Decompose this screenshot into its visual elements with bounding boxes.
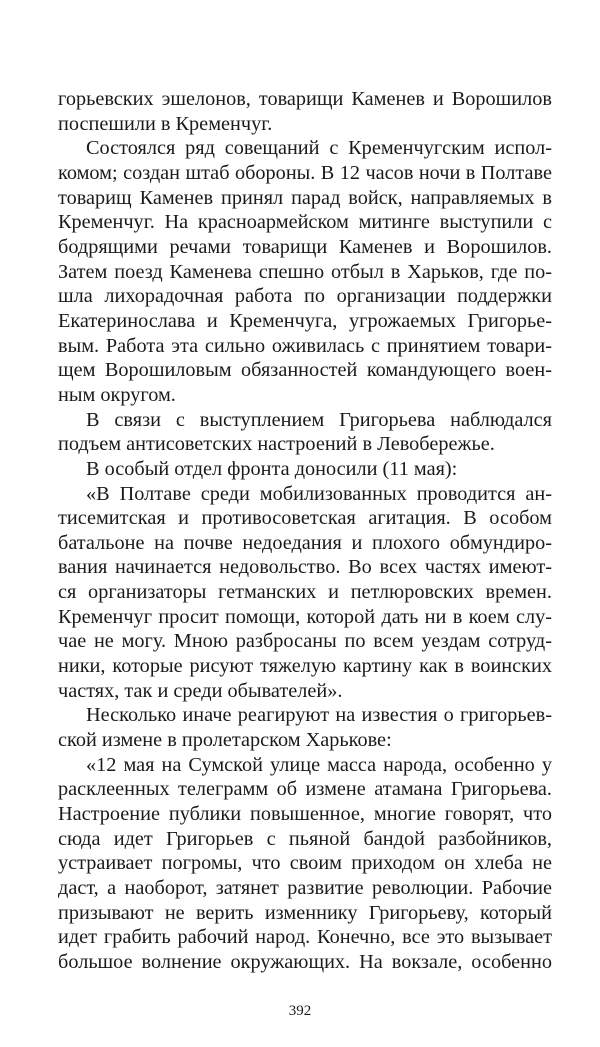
text-line: Состоялся ряд совещаний с Кременчугским испол- [86,137,552,160]
text-line: Настроение публики повышенное, многие говорят, что [58,803,552,826]
text-line: «В Полтаве среди мобилизованных проводится ан- [86,482,552,505]
text-line: призывают не верить изменнику Григорьеву, который [58,901,552,924]
text-line: Затем поезд Каменева спешно отбыл в Харьков, где по- [58,260,552,283]
paragraph [58,408,552,457]
text-line: расклеенных телеграмм об измене атамана Григорьева. [58,778,552,801]
text-line: вым. Работа эта сильно оживилась с принятием товари- [58,334,552,357]
text-line: чае не могу. Мною разбросаны по всем уездам сотруд- [58,630,552,653]
text-line: В связи с выступлением Григорьева наблюдался [86,408,552,431]
text-line: ным округом. [58,383,176,406]
paragraph [58,136,552,407]
paragraph [58,482,552,704]
text-line: Екатеринослава и Кременчуга, угрожаемых Григорье- [58,309,552,332]
text-line: большое волнение окружающих. На вокзале, особенно [58,950,552,973]
text-line: шла лихорадочная работа по организации поддержки [58,285,552,308]
text-line: вания начинается недовольство. Во всех частях имеют- [58,556,552,579]
text-line: В особый отдел фронта доносили (11 мая): [86,457,458,480]
text-line: щем Ворошиловым обязанностей командующего воен- [58,359,552,382]
text-line: частях, так и среди обывателей». [58,679,343,702]
paragraph [58,703,552,752]
text-line: батальоне на почве недоедания и плохого обмундиро- [58,531,552,554]
text-line: Несколько иначе реагируют на известия о григорьев- [86,704,552,727]
text-line: комом; создан штаб обороны. В 12 часов ночи в Полтаве [58,161,552,184]
paragraph [58,87,552,136]
text-line: даст, а наоборот, затянет развитие революции. Рабочие [58,877,552,899]
text-line: ся организаторы гетманских и петлюровских времен. [58,581,552,604]
text-line: поспешили в Кременчуг. [58,112,273,135]
text-line: идет грабить рабочий народ. Конечно, все это вызывает [58,926,552,949]
text-line: Кременчуг просит помощи, которой дать ни в коем слу- [58,605,552,628]
text-line: Кременчуг. На красноармейском митинге выступили с [58,211,552,234]
text-line: «12 мая на Сумской улице масса народа, особенно у [86,753,552,776]
text-line: бодрящими речами товарищи Каменев и Ворошилов. [58,235,552,258]
paragraph [58,753,552,975]
text-line: ники, которые рисуют тяжелую картину как в воинских [58,655,552,678]
text-line: сюда идет Григорьев с пьяной бандой разбойников, [58,827,552,850]
page-body-text [58,87,552,975]
text-line: тисемитская и противосоветская агитация. В особом [58,507,552,530]
text-line: горьевских эшелонов, товарищи Каменев и Ворошилов [58,88,552,110]
text-line: устраивает погромы, что своим приходом он хлеба не [58,852,552,875]
paragraph [58,457,552,482]
text-line: ской измене в пролетарском Харькове: [58,729,392,752]
page-number: 392 [288,1003,312,1019]
text-line: товарищ Каменев принял парад войск, направляемых в [58,186,552,209]
text-line: подъем антисоветских настроений в Левобережье. [58,433,495,456]
